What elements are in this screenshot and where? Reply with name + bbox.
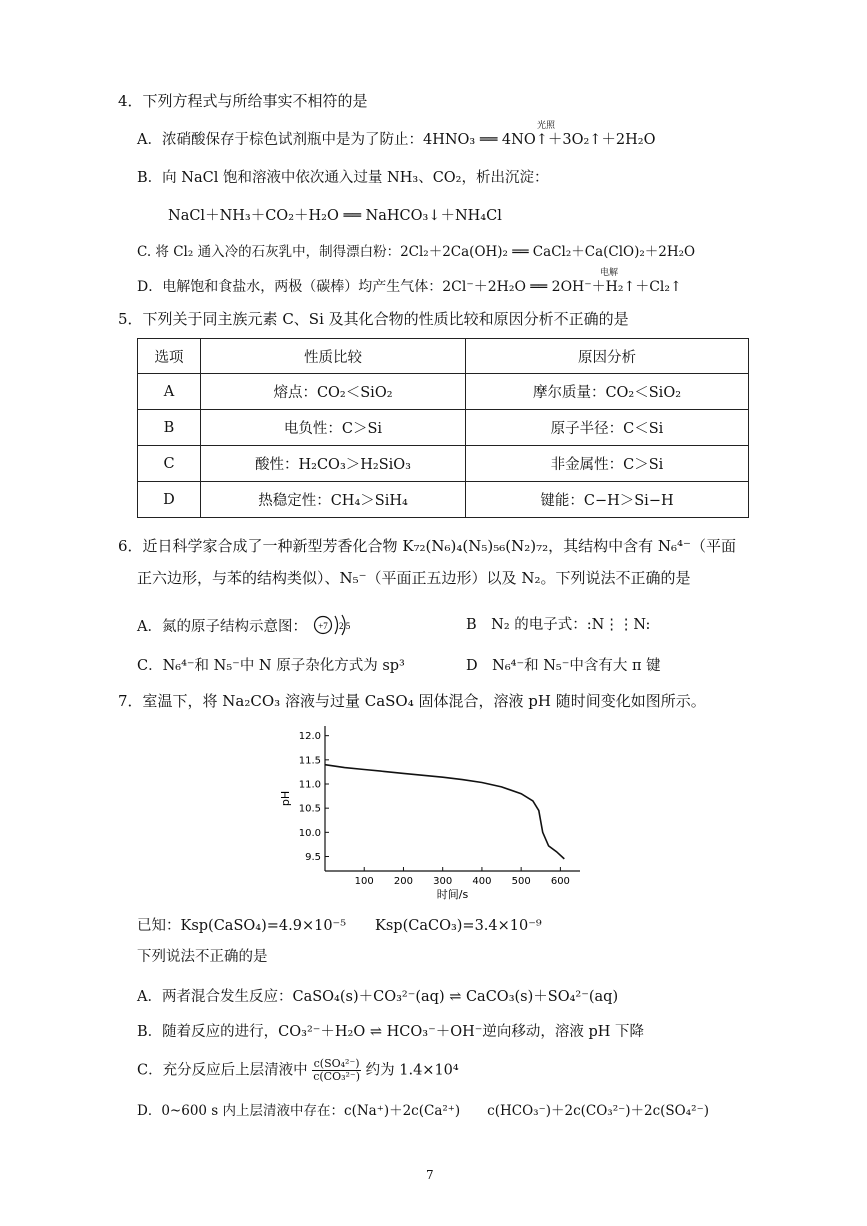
x-tick-label: 500 bbox=[511, 876, 531, 887]
table-header-row bbox=[138, 339, 749, 374]
y-tick-label: 11.5 bbox=[298, 755, 321, 767]
cell-option: A bbox=[138, 374, 201, 410]
header-property: 性质比较 bbox=[201, 339, 466, 374]
header-option: 选项 bbox=[138, 339, 201, 374]
cell-property: 电负性：C＞Si bbox=[201, 410, 466, 446]
table-row bbox=[138, 482, 749, 518]
x-tick-label: 400 bbox=[472, 876, 492, 887]
x-tick-label: 300 bbox=[433, 876, 453, 887]
q6-stem-line1: 6．近日科学家合成了一种新型芳香化合物 K₇₂(N₆)₄(N₅)₅₆(N₂)₇₂，其结构中含有 N₆⁴⁻（平面 bbox=[118, 537, 736, 555]
q6-option-d: D N₆⁴⁻和 N₅⁻中含有大 π 键 bbox=[466, 658, 661, 674]
y-tick-label: 11.0 bbox=[298, 779, 321, 791]
cell-property: 热稳定性：CH₄＞SiH₄ bbox=[201, 482, 466, 518]
q4-option-d: D．电解饱和食盐水，两极（碳棒）均产生气体：2Cl⁻＋2H₂O ══ 2OH⁻＋H₂↑＋Cl₂↑ 电解 bbox=[137, 276, 682, 296]
q6-option-c: C．N₆⁴⁻和 N₅⁻中 N 原子杂化方式为 sp³ bbox=[137, 658, 405, 674]
q4-option-c: C. 将 Cl₂ 通入冷的石灰乳中，制得漂白粉：2Cl₂＋2Ca(OH)₂ ══ CaCl₂＋Ca(ClO)₂＋2H₂O bbox=[137, 244, 696, 260]
cell-reason: 非金属性：C＞Si bbox=[466, 446, 749, 482]
q6-stem-line2: 正六边形，与苯的结构类似）、N₅⁻（平面正五边形）以及 N₂。下列说法不正确的是 bbox=[137, 569, 691, 587]
cell-option: C bbox=[138, 446, 201, 482]
q4-option-b-line2: NaCl＋NH₃＋CO₂＋H₂O ══ NaHCO₃↓＋NH₄Cl bbox=[168, 208, 502, 224]
table-row bbox=[138, 410, 749, 446]
cell-option: B bbox=[138, 410, 201, 446]
x-axis-label: 时间/s bbox=[436, 888, 469, 901]
q5-stem: 5．下列关于同主族元素 C、Si 及其化合物的性质比较和原因分析不正确的是 bbox=[118, 310, 629, 328]
q7-option-a: A．两者混合发生反应：CaSO₄(s)＋CO₃²⁻(aq) ⇌ CaCO₃(s)＋SO₄²⁻(aq) bbox=[137, 989, 619, 1005]
q4-option-b-line1: B．向 NaCl 饱和溶液中依次通入过量 NH₃、CO₂，析出沉淀： bbox=[137, 170, 549, 186]
q6-option-b: B N₂ 的电子式：:N⋮⋮N: bbox=[466, 617, 651, 633]
ph-time-chart bbox=[275, 718, 595, 903]
q6-option-a: A．氮的原子结构示意图： +7 2 5 bbox=[137, 612, 362, 642]
atom-shell-labels: 2 5 bbox=[338, 621, 350, 631]
header-reason: 原因分析 bbox=[466, 339, 749, 374]
y-tick-label: 10.5 bbox=[298, 803, 321, 815]
y-axis-label: pH bbox=[279, 790, 292, 807]
x-tick-label: 100 bbox=[354, 876, 374, 887]
q4-stem: 4．下列方程式与所给事实不相符的是 bbox=[118, 92, 368, 110]
concentration-ratio: $\frac{\text{c(SO₄²⁻)}}{\text{c(CO₃²⁻)}}$ bbox=[313, 1057, 361, 1083]
q7-ksp: 已知：Ksp(CaSO₄)=4.9×10⁻⁵ Ksp(CaCO₃)=3.4×10⁻⁹ bbox=[137, 918, 542, 934]
table-row bbox=[138, 374, 749, 410]
q4-option-a: A．浓硝酸保存于棕色试剂瓶中是为了防止：4HNO₃ ══ 4NO↑＋3O₂↑＋2H₂O 光照 bbox=[137, 128, 656, 149]
q5-comparison-table bbox=[137, 338, 749, 518]
q7-prompt: 下列说法不正确的是 bbox=[137, 949, 268, 965]
cell-reason: 摩尔质量：CO₂＜SiO₂ bbox=[466, 374, 749, 410]
x-tick-label: 200 bbox=[393, 876, 414, 887]
q4-a-condition: 光照 bbox=[537, 121, 556, 131]
q4-d-condition: 电解 bbox=[600, 268, 619, 278]
cell-option: D bbox=[138, 482, 201, 518]
table-row bbox=[138, 446, 749, 482]
atom-structure-diagram bbox=[312, 612, 362, 642]
cell-reason: 键能：C−H＞Si−H bbox=[466, 482, 749, 518]
cell-property: 熔点：CO₂＜SiO₂ bbox=[201, 374, 466, 410]
page-number: 7 bbox=[426, 1168, 434, 1182]
atom-nucleus-label: +7 bbox=[317, 621, 328, 631]
y-tick-label: 10.0 bbox=[298, 827, 321, 839]
q7-option-c: C．充分反应后上层清液中 $\frac{\text{c(SO₄²⁻)}}{\text{c(CO₃²⁻)}}$ 约为 1.4×10⁴ bbox=[137, 1057, 459, 1083]
x-tick-label: 600 bbox=[550, 876, 570, 887]
q7-option-d: D．0~600 s 内上层清液中存在：c(Na⁺)＋2c(Ca²⁺) c(HCO₃⁻)＋2c(CO₃²⁻)＋2c(SO₄²⁻) bbox=[137, 1103, 709, 1119]
q7-stem: 7．室温下，将 Na₂CO₃ 溶液与过量 CaSO₄ 固体混合，溶液 pH 随时间变化如图所示。 bbox=[118, 692, 706, 710]
cell-property: 酸性：H₂CO₃＞H₂SiO₃ bbox=[201, 446, 466, 482]
ph-curve bbox=[325, 765, 564, 859]
q7-option-b: B．随着反应的进行，CO₃²⁻＋H₂O ⇌ HCO₃⁻＋OH⁻逆向移动，溶液 pH 下降 bbox=[137, 1024, 645, 1040]
cell-reason: 原子半径：C＜Si bbox=[466, 410, 749, 446]
y-tick-label: 12.0 bbox=[298, 731, 321, 743]
y-tick-label: 9.5 bbox=[305, 852, 321, 863]
